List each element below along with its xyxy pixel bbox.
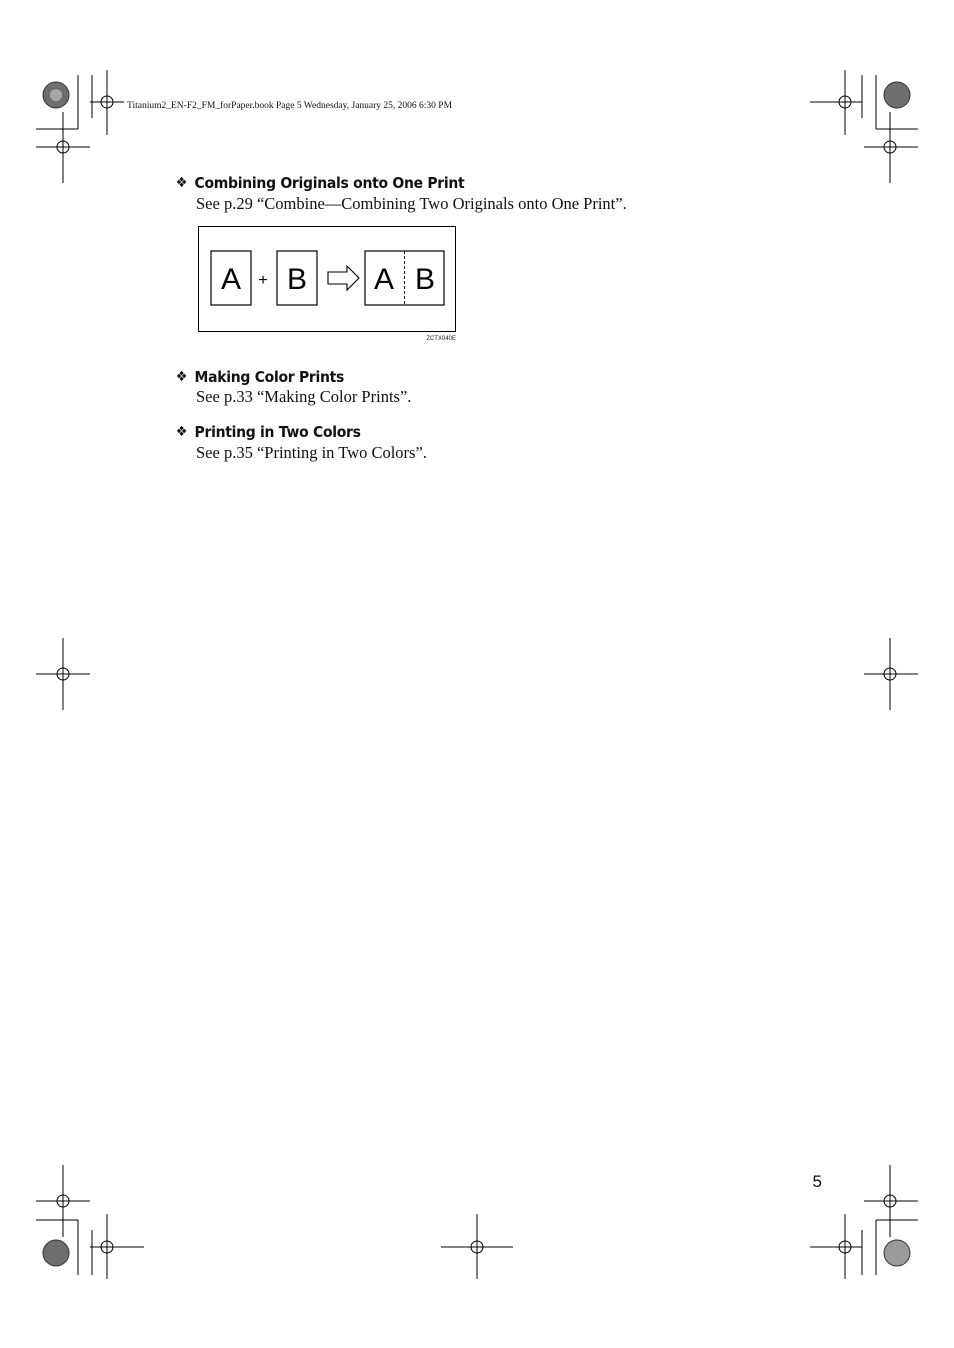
right-arrow-icon [328,266,359,290]
combined-a-letter: A [373,263,395,296]
combined-b-letter: B [414,263,436,296]
crop-mark-top-right [810,70,918,183]
section-title: Combining Originals onto One Print [194,174,465,192]
page-number: 5 [812,1172,822,1191]
page-a-letter: A [220,263,242,296]
crop-mark-bottom-left [36,1165,144,1279]
section-reference: See p.29 “Combine—Combining Two Originals onto One Print”. [196,194,627,213]
section-title: Making Color Prints [194,368,345,386]
print-header-info: Titanium2_EN-F2_FM_forPaper.book Page 5 Wednesday, January 25, 2006 6:30 PM [127,101,453,111]
section-combining-originals [175,173,795,214]
crop-mark-bottom-center [441,1214,513,1279]
section-reference: See p.33 “Making Color Prints”. [196,387,412,406]
crop-mark-bottom-right [810,1165,918,1279]
page-b-letter: B [286,263,308,296]
section-reference: See p.35 “Printing in Two Colors”. [196,443,427,462]
section-title: Printing in Two Colors [194,423,361,441]
section-making-color-prints [175,367,795,407]
crop-mark-top-left [36,70,124,183]
bullet-diamond-icon: ❖ [175,175,188,191]
crop-mark-middle-left [36,638,90,710]
combine-illustration [198,226,456,332]
bullet-diamond-icon: ❖ [175,424,188,440]
bullet-diamond-icon: ❖ [175,369,188,385]
figure-code: ZCTX040E [426,336,456,342]
crop-mark-middle-right [864,638,918,710]
section-printing-two-colors [175,422,795,463]
plus-sign: + [258,272,268,289]
